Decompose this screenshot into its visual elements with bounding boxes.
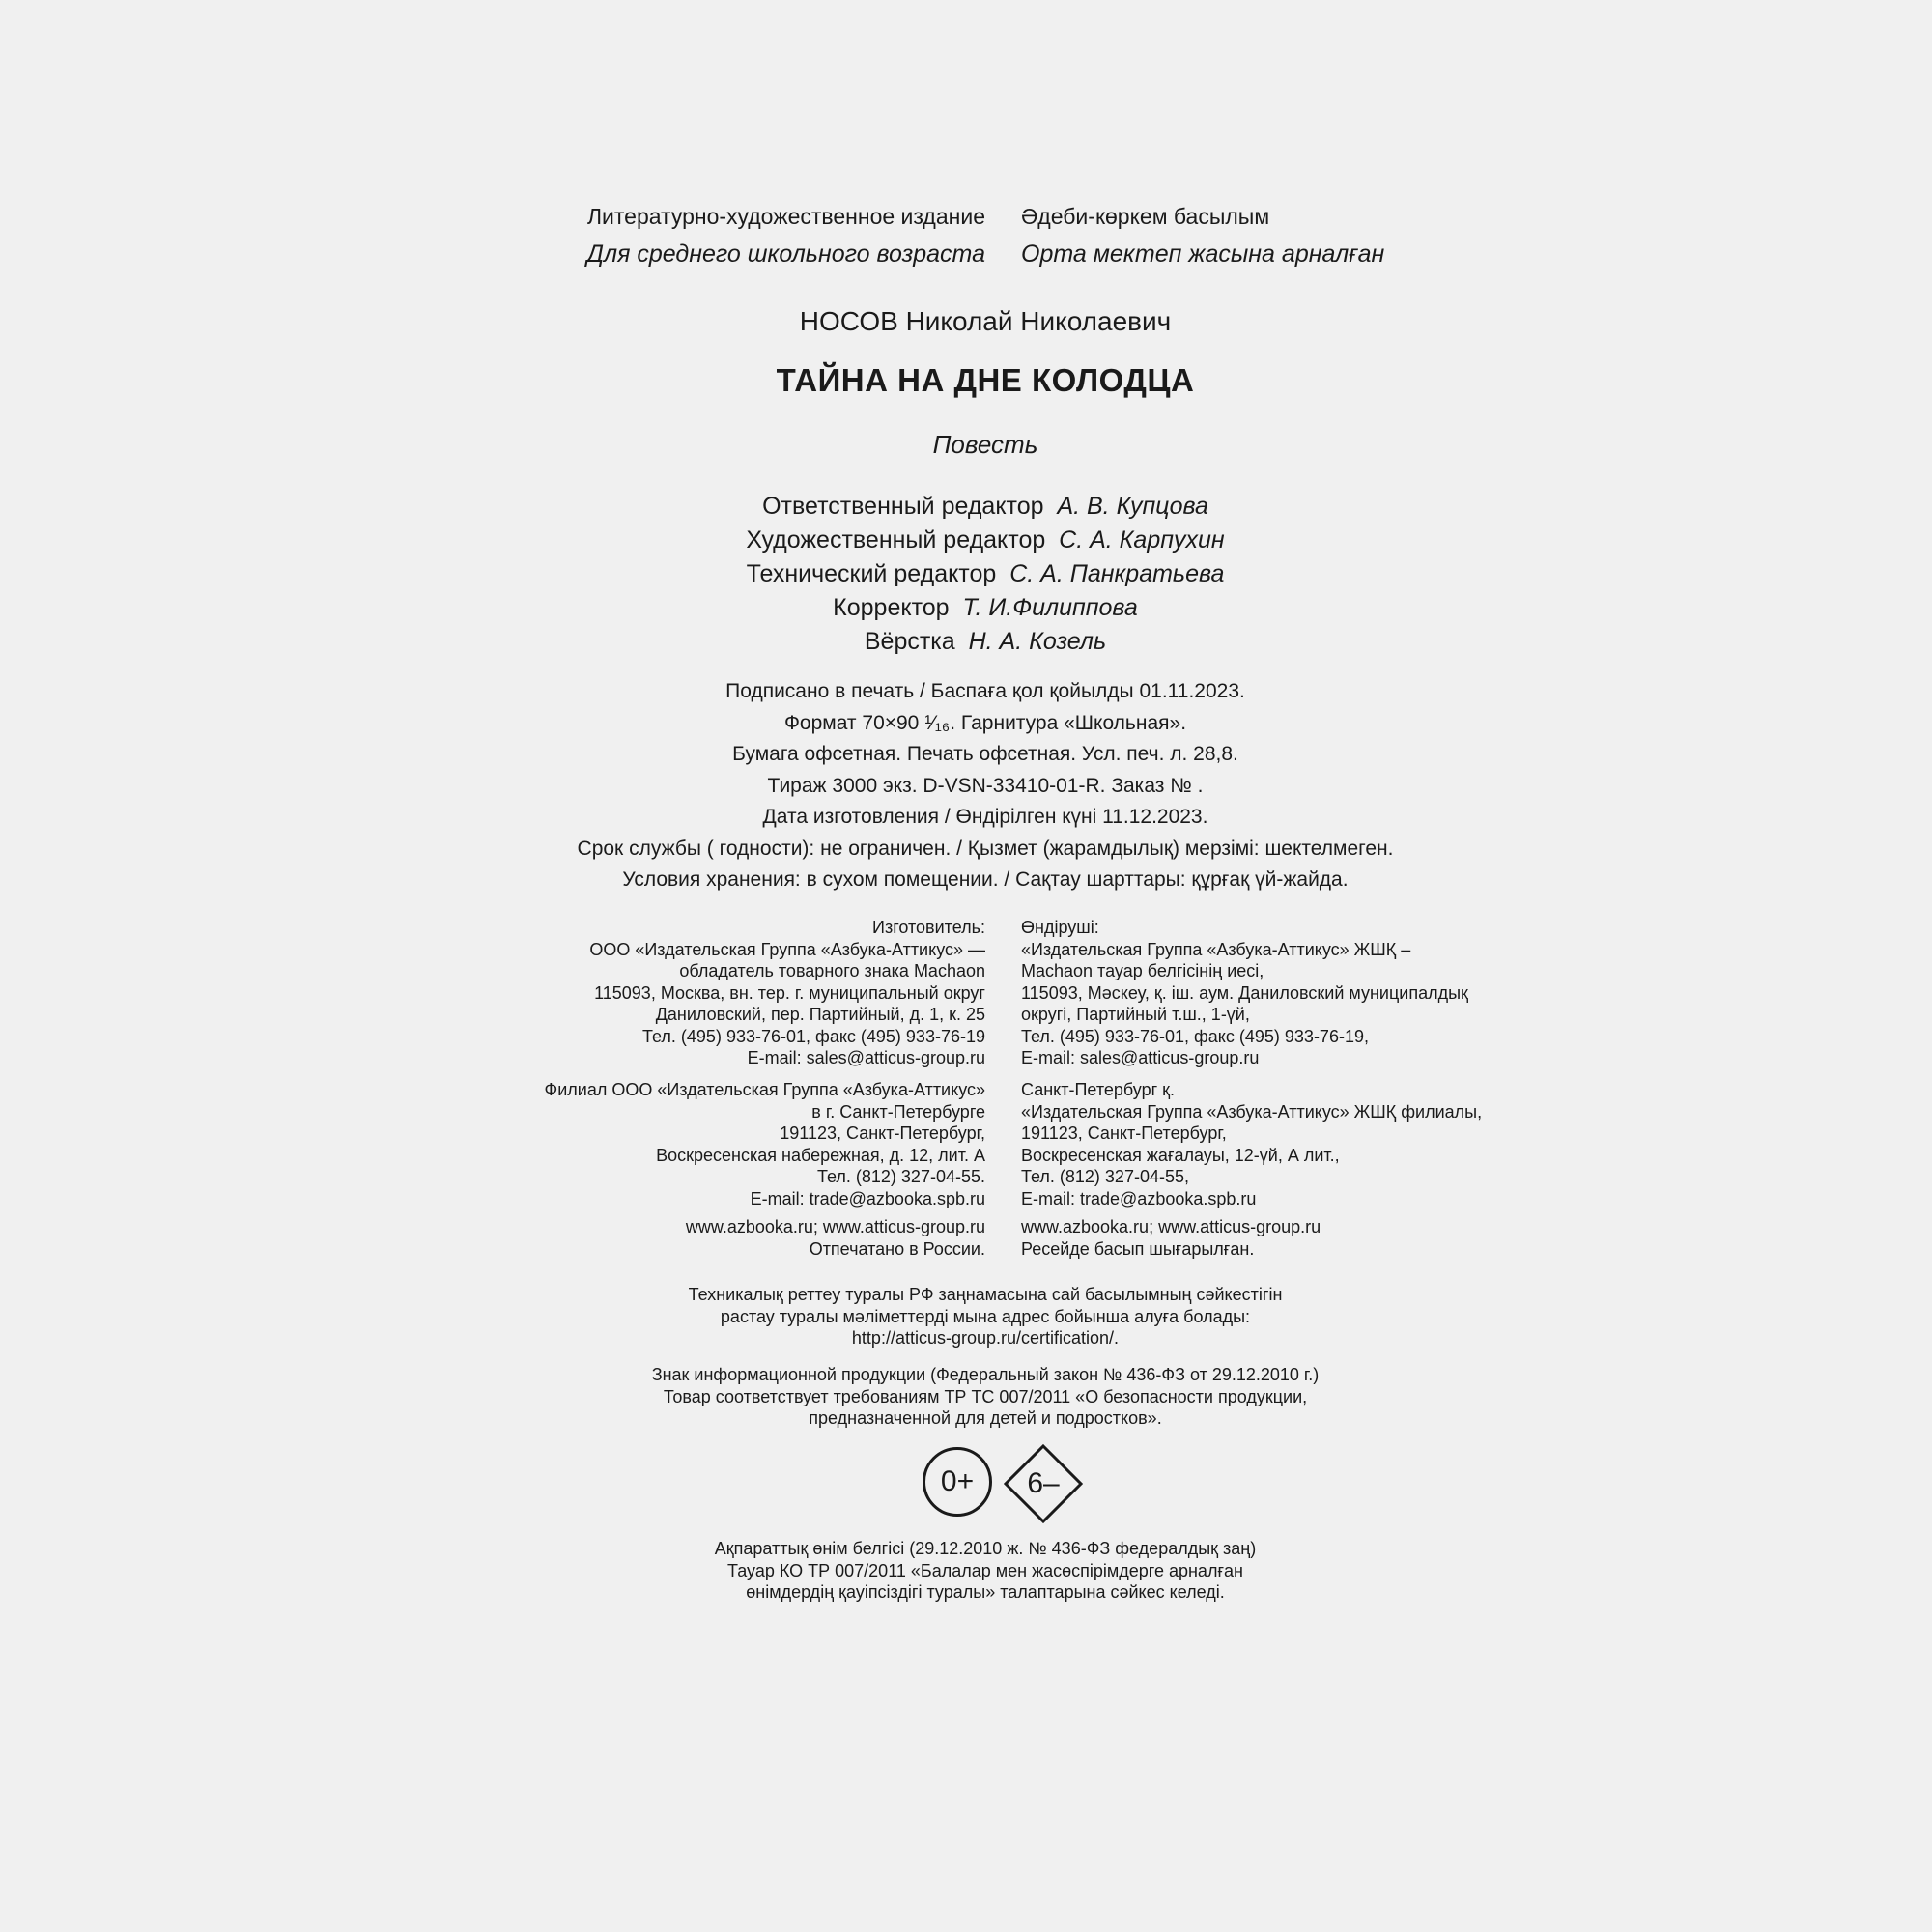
- imprint-block: [0, 676, 1932, 896]
- imprint-line: Дата изготовления / Өндірілген күні 11.12.2023.: [762, 806, 1208, 828]
- web-ru: www.azbooka.ru; www.atticus-group.ru Отпечатано в России.: [685, 1217, 985, 1259]
- credit-line: Художественный редактор С. А. Карпухин: [746, 526, 1225, 554]
- manufacturer-kz: Өндіруші: «Издательская Группа «Азбука-Аттикус» ЖШҚ – Machaon тауар белгісінің иесі, 115093, Мәскеу, қ. іш. аум. Даниловский муниципалдық округі, Партийный т.ш., 1-үй, Тел. (495) 933-76-01, факс (495) 933-76-19, E-mail: sales@atticus-group.ru: [1021, 918, 1468, 1067]
- info-mark-kz: Ақпараттық өнім белгісі (29.12.2010 ж. № 436-ФЗ федералдық заң) Тауар КО ТР 007/2011 «Балалар мен жасөспірімдерге арналған өнімдердің қауіпсіздігі туралы» талаптарына сәйкес келеді.: [714, 1539, 1257, 1602]
- imprint-line: Формат 70×90 ¹⁄₁₆. Гарнитура «Школьная».: [783, 711, 1187, 734]
- web-kz: www.azbooka.ru; www.atticus-group.ru Ресейде басып шығарылған.: [1021, 1217, 1321, 1259]
- credit-line: Ответственный редактор А. В. Купцова: [762, 493, 1208, 520]
- branch-ru: Филиал ООО «Издательская Группа «Азбука-Аттикус» в г. Санкт-Петербурге 191123, Санкт-Петербург, Воскресенская набережная, д. 12, лит. А Тел. (812) 327-04-55. E-mail: trade@azbooka.spb.ru: [544, 1080, 985, 1208]
- credit-line: Технический редактор С. А. Панкратьева: [746, 560, 1225, 587]
- credit-line: Вёрстка Н. А. Козель: [864, 628, 1107, 655]
- edition-type-kz: Әдеби-көркем басылым: [1021, 204, 1270, 229]
- age-audience-kz: Орта мектеп жасына арналған: [1021, 241, 1385, 268]
- age-group-badge: 6–: [1027, 1467, 1060, 1499]
- certification-block: Техникалық реттеу туралы РФ заңнамасына сай басылымның сәйкестігін растау туралы мәліметтерді мына адрес бойынша алуға болады: http://atticus-group.ru/certification/.: [688, 1285, 1283, 1348]
- edition-type-ru: Литературно-художественное издание: [586, 204, 985, 229]
- imprint-line: Условия хранения: в сухом помещении. / Сақтау шарттары: құрғақ үй-жайда.: [622, 868, 1349, 891]
- credits-block: [0, 490, 1932, 659]
- book-title: ТАЙНА НА ДНЕ КОЛОДЦА: [776, 362, 1195, 398]
- genre: Повесть: [932, 430, 1038, 459]
- age-badges: [923, 1444, 1087, 1521]
- manufacturer-ru: Изготовитель: ООО «Издательская Группа «Азбука-Аттикус» — обладатель товарного знака Machaon 115093, Москва, вн. тер. г. муниципальный округ Даниловский, пер. Партийный, д. 1, к. 25 Тел. (495) 933-76-01, факс (495) 933-76-19 E-mail: sales@atticus-group.ru: [589, 918, 985, 1067]
- imprint-line: Бумага офсетная. Печать офсетная. Усл. печ. л. 28,8.: [732, 743, 1238, 765]
- age-rating-badge: 0+: [923, 1447, 992, 1517]
- imprint-line: Срок службы ( годности): не ограничен. / Қызмет (жарамдылық) мерзімі: шектелмеген.: [577, 837, 1394, 860]
- branch-kz: Санкт-Петербург қ. «Издательская Группа «Азбука-Аттикус» ЖШҚ филиалы, 191123, Санкт-Петербург, Воскресенская жағалауы, 12-үй, А лит., Тел. (812) 327-04-55, E-mail: trade@azbooka.spb.ru: [1021, 1080, 1483, 1208]
- info-mark-ru: Знак информационной продукции (Федеральный закон № 436-ФЗ от 29.12.2010 г.) Товар соответствует требованиям ТР ТС 007/2011 «О безопасности продукции, предназначенной для детей и подростков».: [651, 1365, 1320, 1428]
- imprint-line: Тираж 3000 экз. D-VSN-33410-01-R. Заказ № .: [767, 774, 1204, 797]
- author-name: НОСОВ Николай Николаевич: [799, 306, 1172, 336]
- age-audience-ru: Для среднего школьного возраста: [586, 241, 985, 268]
- credit-line: Корректор Т. И.Филиппова: [833, 594, 1138, 621]
- imprint-line: Подписано в печать / Баспаға қол қойылды 01.11.2023.: [725, 680, 1245, 702]
